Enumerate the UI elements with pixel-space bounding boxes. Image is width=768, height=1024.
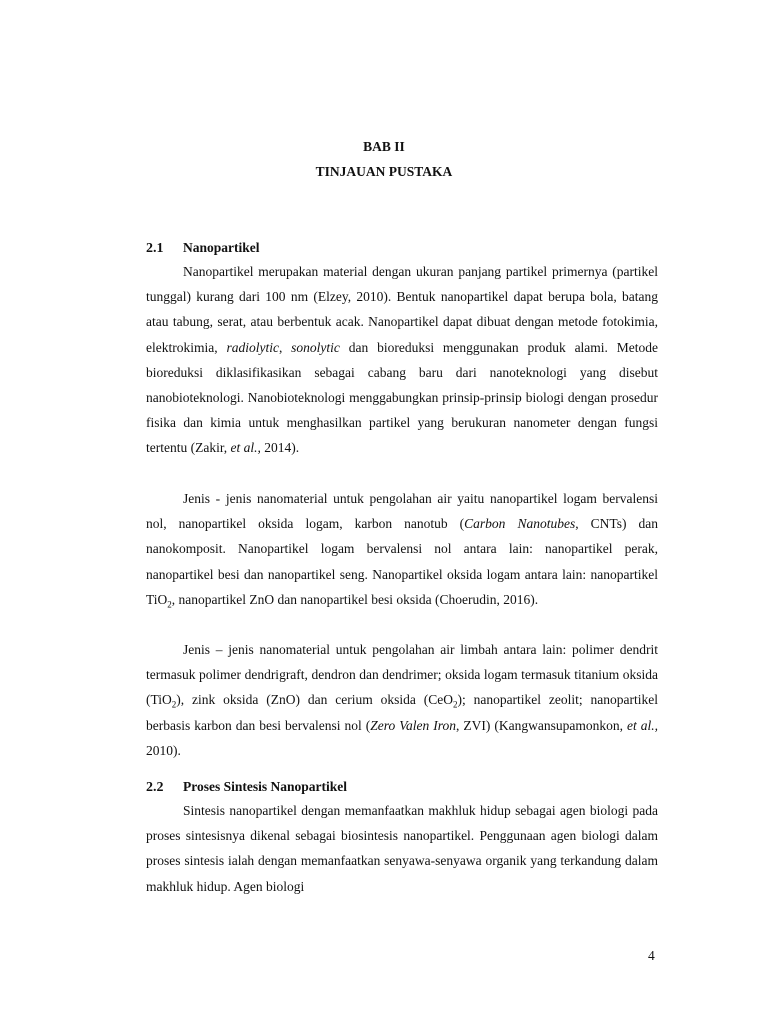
paragraph-text: Jenis – jenis nanomaterial untuk pengolahan air limbah antara lain: polimer dendrit termasuk polimer dendrigraft, dendron dan dendrimer; oksida logam termasuk titanium oksida (TiO (146, 642, 658, 708)
subscript: 2 (171, 700, 177, 711)
paragraph-text: , nanopartikel ZnO dan nanopartikel besi oksida (Choerudin, 2016). (171, 591, 539, 607)
paragraph (146, 637, 658, 763)
chapter-title: TINJAUAN PUSTAKA (315, 164, 453, 179)
italic-term: et al., (230, 440, 261, 456)
paragraph-text: 2014). (260, 440, 300, 456)
paragraph-text: dan bioreduksi menggunakan produk alami. Metode bioreduksi diklasifikasikan sebagai cabang baru dari nanoteknologi yang disebut nanobioteknologi. Nanobioteknologi menggabungkan prinsip-prinsip biologi dengan prosedur fisika dan kimia untuk menghasilkan partikel yang berukuran nanometer dengan fungsi tertentu (Zakir, (146, 339, 659, 456)
paragraph-text: Sintesis nanopartikel dengan memanfaatkan makhluk hidup sebagai agen biologi pada proses sintesisnya dikenal sebagai biosintesis nanopartikel. Penggunaan agen biologi dalam proses sintesis ialah dengan memanfaatkan senyawa-senyawa organik yang terkandung dalam makhluk hidup. Agen biologi (146, 803, 658, 894)
paragraph-text: , (278, 339, 292, 355)
italic-term: Carbon Nanotubes (464, 516, 576, 532)
section-heading-proses-sintesis (146, 779, 347, 796)
section-number: 2.1 (146, 241, 164, 256)
paragraph (146, 259, 658, 461)
paragraph-text: ); nanopartikel zeolit; nanopartikel berbasis karbon dan besi bervalensi nol ( (146, 692, 658, 733)
paragraph-text: , ZVI) (Kangwansupamonkon, (456, 717, 627, 733)
paragraph-text: , CNTs) dan nanokomposit. Nanopartikel logam bervalensi nol antara lain: nanopartikel perak, nanopartikel besi dan nanopartikel seng. Nanopartikel oksida logam antara lain: nanopartikel TiO (146, 516, 658, 607)
italic-term: radiolytic (226, 339, 279, 355)
italic-term: Zero Valen Iron (370, 717, 456, 733)
paragraph-text: 2010). (146, 742, 181, 758)
italic-term: sonolytic (291, 339, 340, 355)
page-number: 4 (648, 948, 655, 963)
section-title: Nanopartikel (183, 240, 260, 255)
section-heading-nanopartikel (146, 240, 260, 257)
paragraph (146, 486, 658, 612)
subscript: 2 (167, 599, 172, 610)
chapter-label: BAB II (363, 139, 405, 154)
paragraph-text: Nanopartikel merupakan material dengan ukuran panjang partikel primernya (partikel tunggal) kurang dari 100 nm (Elzey, 2010). Bentuk nanopartikel dapat berupa bola, batang atau tabung, serat, atau berbentuk acak. Nanopartikel dapat dibuat dengan metode fotokimia, elektrokimia, (146, 264, 658, 355)
section-number: 2.2 (146, 780, 164, 795)
paragraph (146, 798, 658, 899)
paragraph-text: ), zink oksida (ZnO) dan cerium oksida (CeO (176, 692, 453, 708)
paragraph-text: Jenis - jenis nanomaterial untuk pengolahan air yaitu nanopartikel logam bervalensi nol, nanopartikel oksida logam, karbon nanotub ( (146, 491, 658, 532)
italic-term: et al., (627, 717, 659, 733)
subscript: 2 (452, 700, 458, 711)
section-title: Proses Sintesis Nanopartikel (183, 779, 348, 794)
